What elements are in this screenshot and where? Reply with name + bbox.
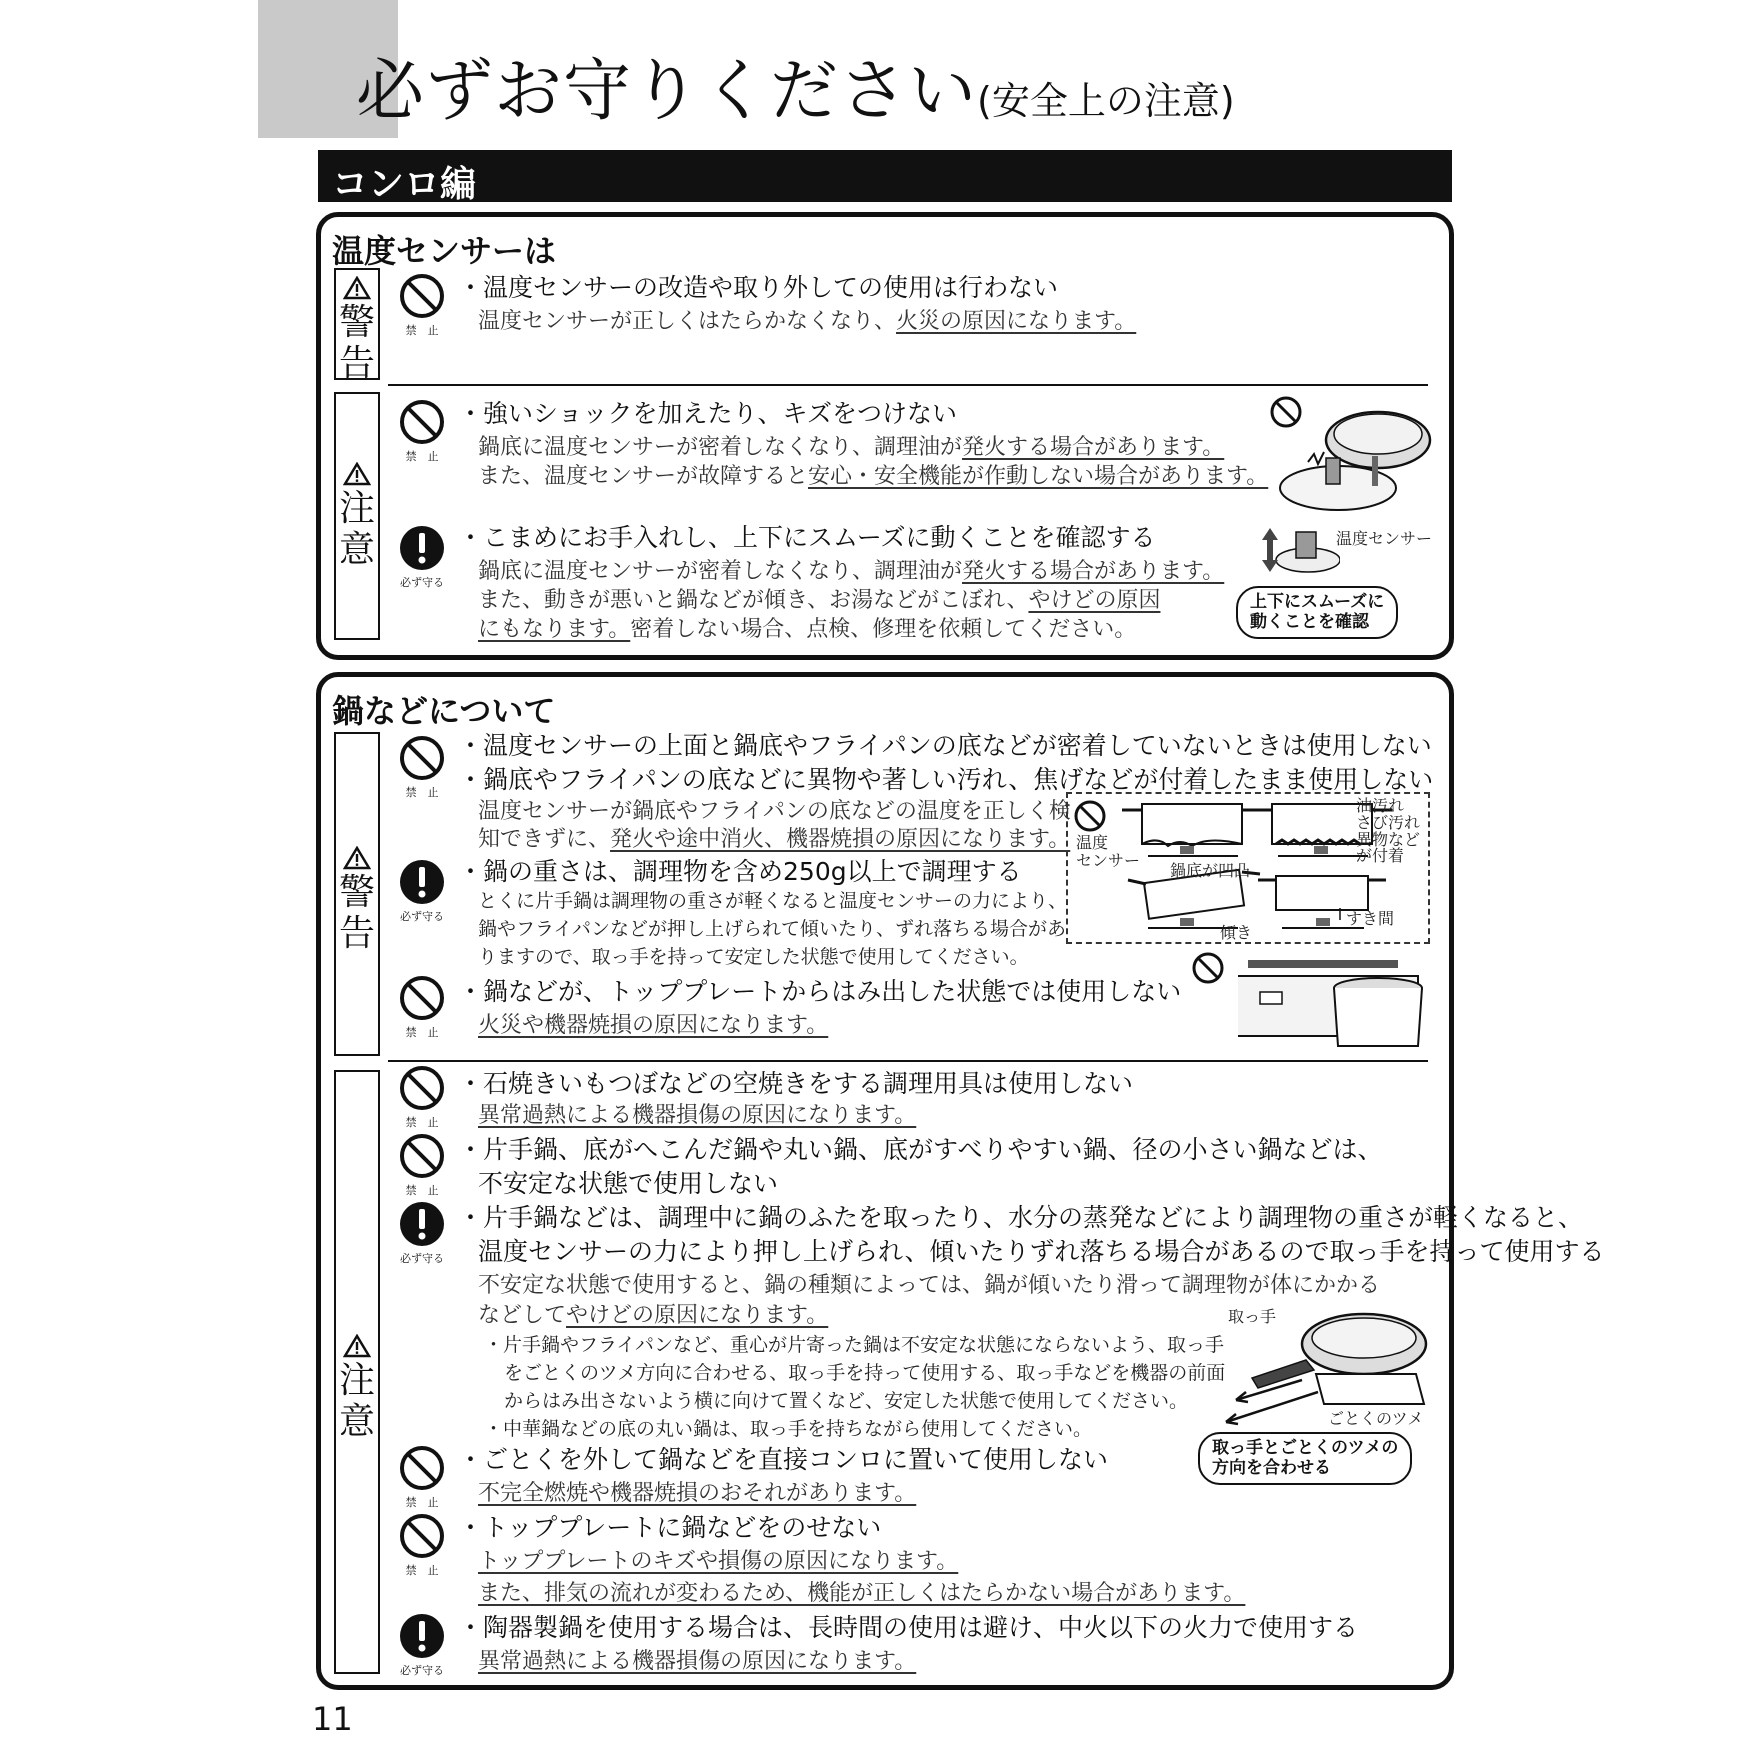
pots-warning-2-title: ・鍋底やフライパンの底などに異物や著しい汚れ、焦げなどが付着したまま使用しない	[458, 765, 1434, 794]
pots-caution-5-text1: トッププレートのキズや損傷の原因になります。	[478, 1549, 959, 1574]
section-title: コンロ編	[332, 164, 477, 205]
warning-text: 警告	[338, 302, 375, 385]
pot-overhang-illustration	[1188, 946, 1428, 1054]
pots-warning-3-line2: 鍋やフライパンなどが押し上げられて傾いたり、ずれ落ちる場合があ	[478, 918, 1067, 940]
pots-warning-3-title: ・鍋の重さは、調理物を含め250g以上で調理する	[458, 857, 1022, 886]
pots-caution-3-sub3: からはみ出さないよう横に向けて置くなど、安定した状態で使用してください。	[504, 1390, 1189, 1412]
sensor-caution-2-title: ・こまめにお手入れし、上下にスムーズに動くことを確認する	[458, 523, 1156, 552]
pots-warning-4-text: 火災や機器焼損の原因になります。	[478, 1013, 829, 1038]
prohibited-label: 禁 止	[405, 786, 439, 799]
sensor-warning-1-title: ・温度センサーの改造や取り外しての使用は行わない	[458, 273, 1059, 302]
mandatory-label: 必ず守る	[400, 576, 444, 589]
pots-caution-5-text2: また、排気の流れが変わるため、機能が正しくはたらかない場合があります。	[478, 1581, 1246, 1606]
fig-handle-label: 取っ手	[1228, 1307, 1277, 1326]
prohibited-icon	[398, 1064, 446, 1130]
pots-caution-1-text: 異常過熱による機器損傷の原因になります。	[478, 1103, 917, 1128]
pots-caution-4-title: ・ごとくを外して鍋などを直接コンロに置いて使用しない	[458, 1445, 1109, 1474]
pots-caution-1-title: ・石焼きいもつぼなどの空焼きをする調理用具は使用しない	[458, 1069, 1134, 1098]
pots-warning-1-title: ・温度センサーの上面と鍋底やフライパンの底などが密着していないときは使用しない	[458, 731, 1432, 760]
sensor-caution-1-line1: 鍋底に温度センサーが密着しなくなり、調理油が発火する場合があります。	[478, 435, 1225, 460]
sensor-caution-1-title: ・強いショックを加えたり、キズをつけない	[458, 399, 958, 428]
pots-warning-2-line2: 知できずに、発火や途中消火、機器焼損の原因になります。	[478, 827, 1071, 852]
sensor-warning-1-text: 温度センサーが正しくはたらかなくなり、火災の原因になります。	[478, 309, 1137, 334]
prohibited-label: 禁 止	[405, 450, 439, 463]
pots-warning-2-line1: 温度センサーが鍋底やフライパンの底などの温度を正しく検	[478, 799, 1071, 824]
warning-triangle-icon	[343, 276, 371, 300]
mandatory-label: 必ず守る	[400, 1252, 444, 1265]
panel-heading-pots: 鍋などについて	[332, 692, 556, 730]
pots-caution-5-title: ・トッププレートに鍋などをのせない	[458, 1513, 882, 1542]
pots-caution-2-title: ・片手鍋、底がへこんだ鍋や丸い鍋、底がすべりやすい鍋、径の小さい鍋などは、	[458, 1135, 1383, 1164]
pots-caution-3-title-line2: 温度センサーの力により押し上げられ、傾いたりずれ落ちる場合があるので取っ手を持って使用する	[478, 1237, 1605, 1266]
prohibited-label: 禁 止	[405, 1026, 439, 1039]
prohibited-label: 禁 止	[405, 1564, 439, 1577]
pots-caution-4-text: 不完全燃焼や機器焼損のおそれがあります。	[478, 1481, 917, 1506]
divider	[388, 1060, 1428, 1062]
side-label-warning	[334, 732, 380, 1056]
prohibited-label: 禁 止	[405, 1116, 439, 1129]
caution-triangle-icon	[343, 462, 371, 486]
mandatory-label: 必ず守る	[400, 1664, 444, 1677]
page-title-sub: (安全上の注意)	[977, 79, 1235, 123]
pots-caution-3-line1: 不安定な状態で使用すると、鍋の種類によっては、鍋が傾いたり滑って調理物が体にかかる	[478, 1273, 1381, 1298]
mandatory-label: 必ず守る	[400, 910, 444, 923]
pots-caution-3-sub1: ・片手鍋やフライパンなど、重心が片寄った鍋は不安定な状態にならないよう、取っ手	[484, 1334, 1225, 1356]
mandatory-icon	[398, 1612, 446, 1678]
prohibited-label: 禁 止	[405, 1496, 439, 1509]
side-label-caution	[334, 1070, 380, 1674]
fig-dirt-label: 油汚れ さび汚れ 異物など が付着	[1356, 796, 1421, 866]
prohibited-icon	[398, 1132, 446, 1198]
side-label-caution	[334, 392, 380, 640]
sensor-caution-2-line1: 鍋底に温度センサーが密着しなくなり、調理油が発火する場合があります。	[478, 559, 1225, 584]
pots-caution-3-title: ・片手鍋などは、調理中に鍋のふたを取ったり、水分の蒸発などにより調理物の重さが軽くなると、	[458, 1203, 1584, 1232]
prohibited-icon	[398, 1444, 446, 1510]
pots-caution-3-sub2: をごとくのツメ方向に合わせる、取っ手を持って使用する、取っ手などを機器の前面	[504, 1362, 1226, 1384]
fig-check-movement-box: 上下にスムーズに 動くことを確認	[1236, 586, 1398, 639]
fig-tilt-label: 傾き	[1220, 923, 1253, 942]
prohibited-icon	[398, 272, 446, 338]
page-title-main: 必ずお守りください	[356, 52, 978, 131]
section-bar	[318, 150, 1452, 205]
sensor-caution-2-line3: にもなります。密着しない場合、点検、修理を依頼してください。	[478, 617, 1137, 642]
fig-uneven-bottom-label: 鍋底が凹凸	[1170, 861, 1251, 880]
prohibited-label: 禁 止	[405, 324, 439, 337]
pots-warning-3-line3: りますので、取っ手を持って安定した状態で使用してください。	[478, 946, 1029, 968]
fig-align-handle-box: 取っ手とごとくのツメの 方向を合わせる	[1198, 1432, 1412, 1485]
fig-sensor-label: 温度センサー	[1336, 529, 1433, 548]
sensor-updown-illustration	[1250, 522, 1340, 592]
prohibited-icon	[398, 734, 446, 800]
page-title	[356, 52, 1235, 131]
prohibited-icon	[398, 974, 446, 1040]
mandatory-icon	[398, 524, 446, 590]
pots-warning-3-line1: とくに片手鍋は調理物の重さが軽くなると温度センサーの力により、	[478, 890, 1068, 912]
pots-caution-2-title-line2: 不安定な状態で使用しない	[478, 1169, 779, 1198]
caution-text: 注意	[338, 488, 375, 571]
mandatory-icon	[398, 1200, 446, 1266]
side-label-warning	[334, 268, 380, 385]
fig-claw-label: ごとくのツメ	[1328, 1409, 1424, 1428]
warning-text: 警告	[338, 872, 375, 955]
pots-warning-4-title: ・鍋などが、トッププレートからはみ出した状態では使用しない	[458, 977, 1182, 1006]
mandatory-icon	[398, 858, 446, 924]
pots-caution-3-sub4: ・中華鍋などの底の丸い鍋は、取っ手を持ちながら使用してください。	[484, 1418, 1093, 1440]
pots-caution-6-title: ・陶器製鍋を使用する場合は、長時間の使用は避け、中火以下の火力で使用する	[458, 1613, 1359, 1642]
sensor-caution-1-line2: また、温度センサーが故障すると安心・安全機能が作動しない場合があります。	[478, 464, 1269, 489]
prohibited-label: 禁 止	[405, 1184, 439, 1197]
pan-impact-illustration	[1268, 392, 1436, 520]
prohibited-icon	[398, 398, 446, 464]
warning-triangle-icon	[343, 846, 371, 870]
caution-triangle-icon	[343, 1334, 371, 1358]
sensor-caution-2-line2: また、動きが悪いと鍋などが傾き、お湯などがこぼれ、やけどの原因	[478, 588, 1161, 613]
prohibited-icon	[398, 1512, 446, 1578]
page-number: 11	[312, 1700, 353, 1738]
caution-text: 注意	[338, 1360, 375, 1443]
divider	[388, 384, 1428, 386]
panel-heading-sensor: 温度センサーは	[332, 232, 557, 270]
fig-gap-label: すき間	[1346, 909, 1395, 928]
fig-sensor-label: 温度 センサー	[1076, 833, 1141, 871]
pots-caution-6-text: 異常過熱による機器損傷の原因になります。	[478, 1649, 917, 1674]
pots-caution-3-line2: などしてやけどの原因になります。	[478, 1303, 829, 1328]
